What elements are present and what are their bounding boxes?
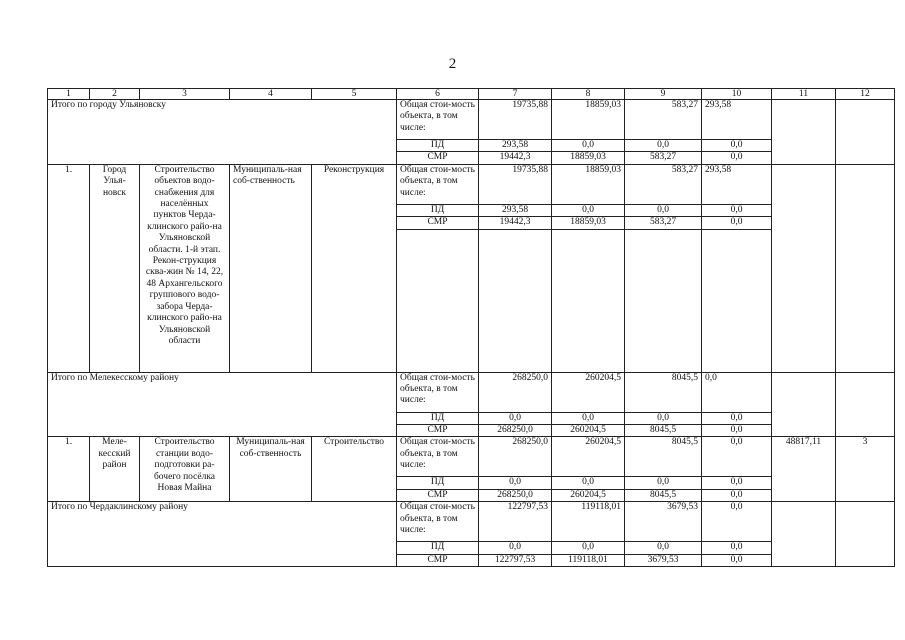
value-cell: 268250,0 xyxy=(479,425,552,437)
value-cell: 293,58 xyxy=(479,204,552,216)
section-title: Итого по Чердаклинскому району xyxy=(48,502,397,567)
header-cell: 12 xyxy=(836,89,895,100)
empty-cell xyxy=(836,372,895,437)
ownership-cell: Муниципаль-ная соб-ственность xyxy=(230,164,312,372)
value-cell: 583,27 xyxy=(625,217,702,229)
header-cell: 7 xyxy=(479,89,552,100)
empty-cell xyxy=(836,502,895,567)
row-number: 1. xyxy=(48,437,90,502)
empty-cell xyxy=(772,164,836,372)
header-cell: 8 xyxy=(552,89,625,100)
header-cell: 4 xyxy=(230,89,312,100)
value-cell: 0,0 xyxy=(479,542,552,554)
row-label: СМР xyxy=(397,425,479,437)
header-cell: 5 xyxy=(312,89,397,100)
row-label: Общая стои-мость объекта, в том числе: xyxy=(397,164,479,204)
section-title: Итого по Мелекесскому району xyxy=(48,372,397,437)
value-cell: 0,0 xyxy=(552,477,625,489)
header-row xyxy=(48,89,895,100)
value-cell: 583,27 xyxy=(625,164,702,204)
value-cell: 119118,01 xyxy=(552,502,625,542)
value-cell: 19735,88 xyxy=(479,100,552,140)
empty-cell xyxy=(772,100,836,165)
value-cell: 0,0 xyxy=(625,542,702,554)
value-cell: 293,58 xyxy=(702,100,772,140)
ownership-cell: Муниципаль-ная соб-ственность xyxy=(230,437,312,502)
value-cell: 260204,5 xyxy=(552,437,625,477)
row-label: СМР xyxy=(397,152,479,164)
value-cell: 293,58 xyxy=(479,140,552,152)
value-cell: 0,0 xyxy=(702,437,772,477)
header-cell: 6 xyxy=(397,89,479,100)
page-number: 2 xyxy=(448,56,457,72)
row-label: Общая стои-мость объекта, в том числе: xyxy=(397,502,479,542)
value-cell: 583,27 xyxy=(625,100,702,140)
value-cell: 0,0 xyxy=(625,204,702,216)
row-label: СМР xyxy=(397,554,479,566)
value-cell: 18859,03 xyxy=(552,164,625,204)
empty-cell xyxy=(772,372,836,437)
empty-cell xyxy=(836,164,895,372)
header-cell: 9 xyxy=(625,89,702,100)
value-cell: 0,0 xyxy=(702,217,772,229)
value-cell: 8045,5 xyxy=(625,425,702,437)
empty-cell xyxy=(772,502,836,567)
row-label: ПД xyxy=(397,477,479,489)
value-cell: 0,0 xyxy=(702,502,772,542)
value-cell: 0,0 xyxy=(702,140,772,152)
table-row xyxy=(48,437,895,477)
value-cell: 3679,53 xyxy=(625,554,702,566)
value-cell: 260204,5 xyxy=(552,489,625,501)
value-cell: 18859,03 xyxy=(552,217,625,229)
value-cell: 293,58 xyxy=(702,164,772,204)
object-cell: Строительство станции водо-подготовки ра-бочего посёлка Новая Майна xyxy=(140,437,230,502)
row-label: ПД xyxy=(397,204,479,216)
value-cell: 260204,5 xyxy=(552,425,625,437)
col12-value: 3 xyxy=(836,437,895,502)
value-cell: 268250,0 xyxy=(479,372,552,412)
value-cell: 0,0 xyxy=(552,140,625,152)
row-label: СМР xyxy=(397,217,479,229)
table-row xyxy=(48,372,895,412)
header-cell: 3 xyxy=(140,89,230,100)
col11-value: 48817,11 xyxy=(772,437,836,502)
row-label: Общая стои-мость объекта, в том числе: xyxy=(397,437,479,477)
value-cell: 0,0 xyxy=(702,152,772,164)
row-number: 1. xyxy=(48,164,90,372)
value-cell: 0,0 xyxy=(552,412,625,424)
value-cell: 583,27 xyxy=(625,152,702,164)
table-row xyxy=(48,164,895,204)
empty-cell xyxy=(552,229,625,372)
row-label: ПД xyxy=(397,542,479,554)
table-row xyxy=(48,502,895,542)
value-cell: 0,0 xyxy=(702,489,772,501)
value-cell: 122797,53 xyxy=(479,554,552,566)
value-cell: 268250,0 xyxy=(479,489,552,501)
value-cell: 122797,53 xyxy=(479,502,552,542)
empty-cell xyxy=(702,229,772,372)
value-cell: 18859,03 xyxy=(552,152,625,164)
work-type-cell: Реконструкция xyxy=(312,164,397,372)
row-label: СМР xyxy=(397,489,479,501)
empty-cell xyxy=(397,229,479,372)
place-cell: Меле-кесский район xyxy=(90,437,140,502)
object-cell: Строительство объектов водо-снабжения для населённых пунктов Черда-клинского райо-на Ульяновской области. 1-й этап. Рекон-струкция сква-жин № 14, 22, 48 Архангельского группового водо-забора Черда-клинского райо-на Ульяновской области xyxy=(140,164,230,372)
value-cell: 0,0 xyxy=(702,204,772,216)
value-cell: 260204,5 xyxy=(552,372,625,412)
value-cell: 0,0 xyxy=(625,477,702,489)
empty-cell xyxy=(836,100,895,165)
value-cell: 0,0 xyxy=(552,204,625,216)
empty-cell xyxy=(479,229,552,372)
row-label: Общая стои-мость объекта, в том числе: xyxy=(397,372,479,412)
row-label: Общая стои-мость объекта, в том числе: xyxy=(397,100,479,140)
value-cell: 0,0 xyxy=(702,477,772,489)
row-label: ПД xyxy=(397,140,479,152)
row-label: ПД xyxy=(397,412,479,424)
value-cell: 119118,01 xyxy=(552,554,625,566)
value-cell: 0,0 xyxy=(702,425,772,437)
empty-cell xyxy=(625,229,702,372)
header-cell: 2 xyxy=(90,89,140,100)
value-cell: 0,0 xyxy=(702,372,772,412)
header-cell: 1 xyxy=(48,89,90,100)
value-cell: 8045,5 xyxy=(625,372,702,412)
table-row xyxy=(48,100,895,140)
investment-table xyxy=(47,88,895,567)
value-cell: 268250,0 xyxy=(479,437,552,477)
value-cell: 8045,5 xyxy=(625,489,702,501)
value-cell: 18859,03 xyxy=(552,100,625,140)
value-cell: 0,0 xyxy=(552,542,625,554)
place-cell: Город Улья-новск xyxy=(90,164,140,372)
value-cell: 19442,3 xyxy=(479,217,552,229)
value-cell: 0,0 xyxy=(702,542,772,554)
header-cell: 11 xyxy=(772,89,836,100)
value-cell: 0,0 xyxy=(625,412,702,424)
value-cell: 0,0 xyxy=(479,477,552,489)
section-title: Итого по городу Ульяновску xyxy=(48,100,397,165)
header-cell: 10 xyxy=(702,89,772,100)
value-cell: 19442,3 xyxy=(479,152,552,164)
value-cell: 8045,5 xyxy=(625,437,702,477)
work-type-cell: Строительство xyxy=(312,437,397,502)
value-cell: 0,0 xyxy=(702,412,772,424)
value-cell: 0,0 xyxy=(479,412,552,424)
value-cell: 19735,88 xyxy=(479,164,552,204)
value-cell: 0,0 xyxy=(625,140,702,152)
value-cell: 0,0 xyxy=(702,554,772,566)
value-cell: 3679,53 xyxy=(625,502,702,542)
